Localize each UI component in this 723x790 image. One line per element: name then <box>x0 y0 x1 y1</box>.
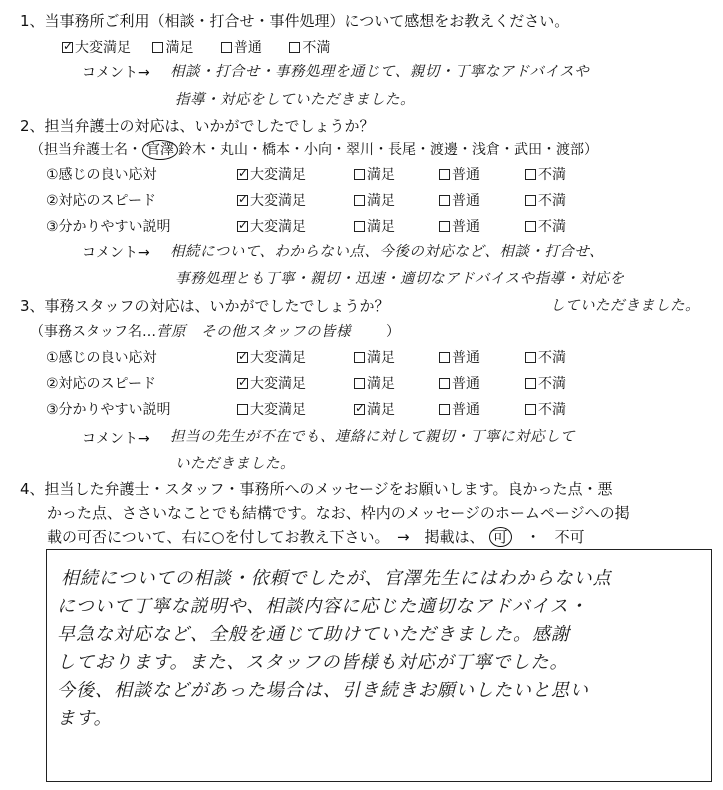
option-label: 満足 <box>367 402 395 418</box>
message-line-4: しております。また、スタッフの皆様も対応が丁寧でした。 <box>57 652 569 673</box>
q1-options <box>62 37 330 57</box>
q3-comment-label: コメント→ <box>82 431 150 447</box>
checkbox[interactable] <box>525 221 536 232</box>
option-label: 不満 <box>538 193 566 209</box>
q3-row-label: ①感じの良い応対 <box>46 350 157 366</box>
q3-rating-row <box>0 347 723 365</box>
q3-rating-option[interactable] <box>354 347 395 367</box>
option-label: 満足 <box>367 376 395 392</box>
checkbox[interactable] <box>525 195 536 206</box>
option-label: 満足 <box>367 219 395 235</box>
q3-row-label: ③分かりやすい説明 <box>46 402 171 418</box>
q2-rating-row <box>0 190 723 208</box>
checkbox[interactable] <box>525 404 536 415</box>
q4-line-3: 載の可否について、右に○を付してお教え下さい。 → 掲載は、 可 ・ 不可 <box>47 528 585 546</box>
option-label: 普通 <box>452 350 480 366</box>
option-label: 普通 <box>452 219 480 235</box>
q3-comment-line-1: 担当の先生が不在でも、連絡に対して親切・丁寧に対応して <box>170 429 575 445</box>
option-label: 大変満足 <box>250 193 306 209</box>
q2-rating-option[interactable] <box>439 216 480 236</box>
q3-rating-option[interactable] <box>439 373 480 393</box>
q3-rating-option[interactable] <box>237 399 306 419</box>
checkbox[interactable] <box>439 221 450 232</box>
option-label: 不満 <box>538 167 566 183</box>
q2-rating-option[interactable] <box>237 164 306 184</box>
q3-rating-option[interactable] <box>354 373 395 393</box>
q1-option-1[interactable]: ✓大変満足 <box>62 37 148 57</box>
q3-rating-option[interactable] <box>439 399 480 419</box>
permit-no-option[interactable]: 不可 <box>554 528 585 546</box>
message-line-1: 相続についての相談・依頼でしたが、官澤先生にはわからない点 <box>61 568 612 589</box>
option-label: 満足 <box>367 350 395 366</box>
checkbox[interactable] <box>354 195 365 206</box>
checkbox[interactable] <box>525 169 536 180</box>
q2-rating-option[interactable] <box>525 216 566 236</box>
checkbox[interactable] <box>439 404 450 415</box>
checkbox[interactable] <box>439 352 450 363</box>
q2-lawyer-line <box>30 139 598 160</box>
q2-rating-row <box>0 216 723 234</box>
checkbox[interactable] <box>439 169 450 180</box>
q2-rating-option[interactable] <box>354 164 395 184</box>
q3-comment-line-2: いただきました。 <box>175 456 295 472</box>
q2-lawyer-circled: 官澤 <box>142 140 178 160</box>
checkbox[interactable] <box>439 378 450 389</box>
checkbox[interactable] <box>237 195 248 206</box>
option-label: 不満 <box>538 219 566 235</box>
checkbox[interactable] <box>354 169 365 180</box>
checkbox[interactable] <box>237 404 248 415</box>
q3-staff-prefix: （事務スタッフ名… <box>30 324 156 340</box>
q3-rating-option[interactable] <box>525 347 566 367</box>
checkbox[interactable] <box>354 352 365 363</box>
q3-rating-row <box>0 373 723 391</box>
q3-rating-option[interactable] <box>354 399 395 419</box>
checkbox[interactable] <box>439 195 450 206</box>
message-line-5: 今後、相談などがあった場合は、引き続きお願いしたいと思い <box>57 680 589 701</box>
checkbox[interactable] <box>525 378 536 389</box>
q1-option-2[interactable]: 満足 <box>152 37 216 57</box>
q1-comment-label: コメント→ <box>82 65 150 81</box>
option-label: 普通 <box>452 402 480 418</box>
q2-rating-row <box>0 164 723 182</box>
option-label: 満足 <box>367 167 395 183</box>
option-label: 大変満足 <box>250 219 306 235</box>
q3-rating-option[interactable] <box>439 347 480 367</box>
q2-rating-option[interactable] <box>439 190 480 210</box>
q3-row-label: ②対応のスピード <box>46 376 156 392</box>
message-line-3: 早急な対応など、全般を通じて助けていただきました。感謝 <box>57 624 570 645</box>
q3-staff-written: 菅原 その他スタッフの皆様 <box>156 324 351 340</box>
q4-line-1: 4、担当した弁護士・スタッフ・事務所へのメッセージをお願いします。良かった点・悪 <box>20 480 613 498</box>
q2-rating-option[interactable] <box>354 190 395 210</box>
option-label: 大変満足 <box>250 402 306 418</box>
option-label: 大変満足 <box>250 350 306 366</box>
option-label: 大変満足 <box>250 376 306 392</box>
checkbox[interactable] <box>237 169 248 180</box>
option-label: 普通 <box>452 193 480 209</box>
option-label: 普通 <box>452 167 480 183</box>
q2-comment-line-2: 事務処理とも丁寧・親切・迅速・適切なアドバイスや指導・対応を <box>175 271 625 287</box>
q4-line-2: かった点、ささいなことでも結構です。なお、枠内のメッセージのホームページへの掲 <box>47 504 630 522</box>
message-line-6: ます。 <box>57 708 113 729</box>
q3-staff-suffix: ） <box>386 324 400 340</box>
checkbox-3[interactable] <box>221 42 232 53</box>
q3-rating-option[interactable] <box>525 399 566 419</box>
checkbox[interactable] <box>354 378 365 389</box>
q2-rating-option[interactable] <box>525 190 566 210</box>
q3-title: 3、事務スタッフの対応は、いかがでしたでしょうか？ <box>20 297 390 315</box>
option-label: 満足 <box>367 193 395 209</box>
q2-lawyer-rest: 鈴木・丸山・橋本・小向・翠川・長尾・渡邊・浅倉・武田・渡部） <box>178 142 598 158</box>
option-label: 不満 <box>538 350 566 366</box>
q1-comment-line-1: 相談・打合せ・事務処理を通じて、親切・丁寧なアドバイスや <box>170 64 590 80</box>
q2-comment-line-3: していただきました。 <box>550 298 700 314</box>
q1-option-4[interactable]: 不満 <box>289 37 330 57</box>
q1-title: 1、当事務所ご利用（相談・打合せ・事件処理）について感想をお教えください。 <box>20 12 570 30</box>
message-box[interactable] <box>46 549 712 782</box>
q2-rating-option[interactable] <box>237 190 306 210</box>
q2-rating-option[interactable] <box>354 216 395 236</box>
permit-separator: ・ <box>525 528 541 546</box>
checkbox[interactable] <box>237 352 248 363</box>
option-label: 大変満足 <box>250 167 306 183</box>
permit-yes-option[interactable]: 可 <box>489 527 512 547</box>
checkbox[interactable] <box>525 352 536 363</box>
option-label: 普通 <box>452 376 480 392</box>
q2-comment-label: コメント→ <box>82 245 150 261</box>
q2-row-label: ①感じの良い応対 <box>46 167 157 183</box>
q2-row-label: ②対応のスピード <box>46 193 156 209</box>
checkbox-2[interactable] <box>152 42 163 53</box>
q3-rating-row <box>0 399 723 417</box>
q2-rating-option[interactable] <box>237 216 306 236</box>
checkbox[interactable] <box>354 221 365 232</box>
checkbox[interactable] <box>237 221 248 232</box>
q2-lawyer-prefix: （担当弁護士名・ <box>30 142 142 158</box>
checkbox-4[interactable] <box>289 42 300 53</box>
q3-rating-option[interactable] <box>525 373 566 393</box>
q3-rating-option[interactable] <box>237 347 306 367</box>
q1-comment-line-2: 指導・対応をしていただきました。 <box>175 92 415 108</box>
q2-title: 2、担当弁護士の対応は、いかがでしたでしょうか？ <box>20 117 375 135</box>
q2-comment-line-1: 相続について、わからない点、今後の対応など、相談・打合せ、 <box>170 244 604 260</box>
q3-rating-option[interactable] <box>237 373 306 393</box>
checkbox[interactable] <box>354 404 365 415</box>
q2-row-label: ③分かりやすい説明 <box>46 219 171 235</box>
option-label: 不満 <box>538 402 566 418</box>
message-line-2: について丁寧な説明や、相談内容に応じた適切なアドバイス・ <box>57 596 588 617</box>
option-label: 不満 <box>538 376 566 392</box>
q3-staff-line <box>30 320 400 341</box>
checkbox-1[interactable] <box>62 42 73 53</box>
q2-rating-option[interactable] <box>525 164 566 184</box>
checkbox[interactable] <box>237 378 248 389</box>
q1-option-3[interactable]: 普通 <box>221 37 285 57</box>
q2-rating-option[interactable] <box>439 164 480 184</box>
